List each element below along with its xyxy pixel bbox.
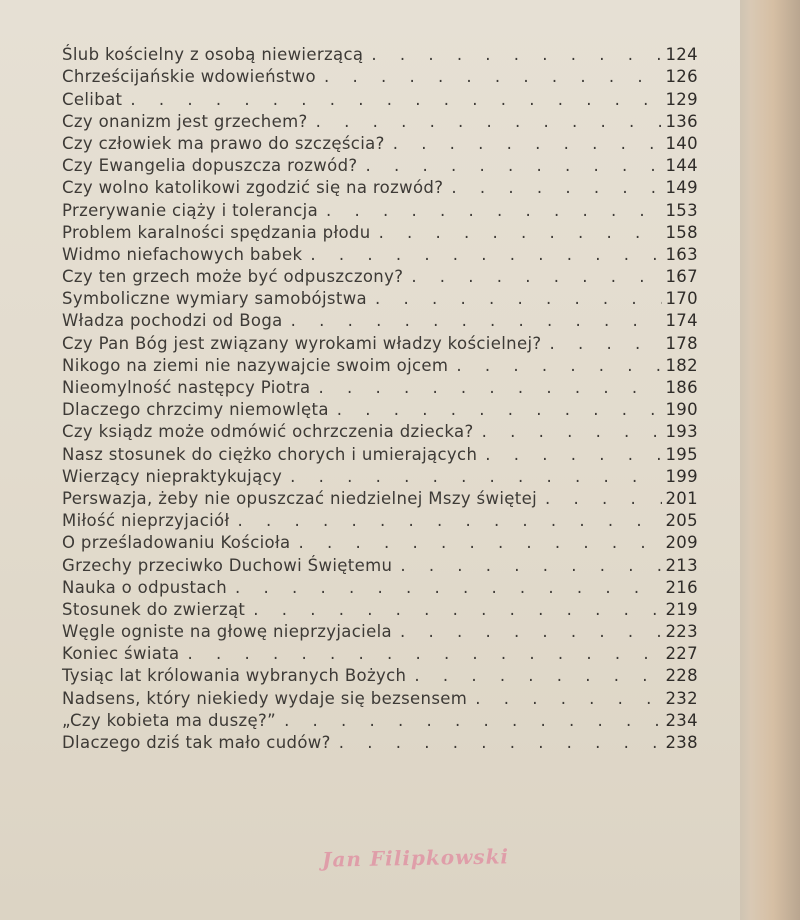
entry-page-number: 167 (665, 267, 698, 287)
leader-dots (474, 422, 662, 442)
entry-title: Koniec świata (62, 644, 180, 664)
entry-page-number: 140 (665, 133, 698, 153)
entry-page-number: 190 (665, 400, 698, 420)
leader-dots (329, 400, 662, 420)
toc-entry (62, 731, 698, 753)
leader-dots (302, 245, 662, 265)
entry-page-number: 209 (665, 533, 698, 553)
toc-entry (62, 110, 698, 132)
leader-dots (537, 489, 662, 509)
toc-entry (62, 331, 698, 353)
entry-page-number: 213 (665, 555, 698, 575)
page-edge (740, 0, 800, 920)
leader-dots (276, 711, 662, 731)
entry-title: Ślub kościelny z osobą niewierzącą (62, 45, 364, 65)
leader-dots (318, 201, 662, 221)
entry-page-number: 216 (665, 577, 698, 597)
leader-dots (477, 445, 662, 465)
entry-title: Celibat (62, 89, 123, 109)
entry-title: Czy ten grzech może być odpuszczony? (62, 267, 404, 287)
entry-title: Władza pochodzi od Boga (62, 311, 283, 331)
entry-page-number: 232 (665, 688, 698, 708)
toc-entry (62, 176, 698, 198)
entry-title: Węgle ogniste na głowę nieprzyjaciela (62, 622, 392, 642)
entry-page-number: 234 (665, 710, 698, 730)
leader-dots (392, 556, 662, 576)
leader-dots (230, 511, 662, 531)
entry-page-number: 219 (665, 599, 698, 619)
leader-dots (448, 356, 662, 376)
toc-entry (62, 198, 698, 220)
entry-page-number: 129 (665, 89, 698, 109)
entry-title: Stosunek do zwierząt (62, 599, 246, 619)
toc-entry (62, 709, 698, 731)
entry-page-number: 170 (665, 289, 698, 309)
leader-dots (180, 644, 662, 664)
leader-dots (467, 689, 662, 709)
entry-title: Dlaczego dziś tak mało cudów? (62, 733, 331, 752)
leader-dots (308, 112, 662, 132)
entry-title: Nadsens, który niekiedy wydaje się bezsensem (62, 688, 468, 708)
entry-page-number: 205 (665, 511, 698, 531)
leader-dots (392, 622, 662, 642)
toc-entry (62, 686, 698, 708)
entry-title: Czy wolno katolikowi zgodzić się na rozwód? (62, 178, 444, 198)
entry-title: Czy Pan Bóg jest związany wyrokami władzy kościelnej? (62, 333, 542, 353)
leader-dots (542, 334, 662, 354)
entry-page-number: 238 (665, 733, 698, 752)
toc-entry (62, 243, 698, 265)
entry-title: Nikogo na ziemi nie nazywajcie swoim ojcem (62, 355, 449, 375)
toc-entry (62, 576, 698, 598)
toc-entry (62, 154, 698, 176)
entry-page-number: 178 (665, 333, 698, 353)
entry-title: Grzechy przeciwko Duchowi Świętemu (62, 555, 393, 575)
toc-entry (62, 664, 698, 686)
toc-entry (62, 221, 698, 243)
entry-page-number: 153 (665, 200, 698, 220)
entry-title: Miłość nieprzyjaciół (62, 511, 230, 531)
leader-dots (331, 733, 662, 753)
entry-title: Widmo niefachowych babek (62, 244, 303, 264)
entry-page-number: 158 (665, 222, 698, 242)
entry-title: Wierzący niepraktykujący (62, 466, 283, 486)
entry-page-number: 227 (665, 644, 698, 664)
leader-dots (227, 578, 662, 598)
entry-page-number: 174 (665, 311, 698, 331)
entry-page-number: 195 (665, 444, 698, 464)
entry-page-number: 126 (665, 67, 698, 87)
toc-entry (62, 465, 698, 487)
toc-entry (62, 354, 698, 376)
toc-entry (62, 398, 698, 420)
leader-dots (443, 178, 662, 198)
entry-title: O prześladowaniu Kościoła (62, 533, 291, 553)
entry-page-number: 124 (665, 45, 698, 65)
toc-entry (62, 620, 698, 642)
leader-dots (358, 156, 662, 176)
leader-dots (283, 311, 662, 331)
entry-title: Dlaczego chrzcimy niemowlęta (62, 400, 329, 420)
entry-page-number: 193 (665, 422, 698, 442)
entry-title: Problem karalności spędzania płodu (62, 222, 371, 242)
leader-dots (385, 134, 662, 154)
toc-entry (62, 65, 698, 87)
toc-entry (62, 43, 698, 65)
leader-dots (403, 267, 662, 287)
entry-title: Czy onanizm jest grzechem? (62, 111, 308, 131)
entry-title: Czy ksiądz może odmówić ochrzczenia dziecka? (62, 422, 474, 442)
entry-page-number: 163 (665, 244, 698, 264)
leader-dots (291, 533, 662, 553)
toc-entry (62, 309, 698, 331)
leader-dots (406, 666, 662, 686)
toc-entry (62, 487, 698, 509)
entry-page-number: 223 (665, 622, 698, 642)
entry-title: Nauka o odpustach (62, 577, 228, 597)
entry-page-number: 228 (665, 666, 698, 686)
entry-title: Nasz stosunek do ciężko chorych i umierających (62, 444, 478, 464)
entry-page-number: 144 (665, 156, 698, 176)
leader-dots (363, 45, 662, 65)
entry-title: Tysiąc lat królowania wybranych Bożych (62, 666, 407, 686)
toc-entry (62, 442, 698, 464)
toc-entry (62, 642, 698, 664)
toc-entry (62, 531, 698, 553)
toc-entry (62, 509, 698, 531)
entry-title: Przerywanie ciąży i tolerancja (62, 200, 319, 220)
entry-page-number: 182 (665, 355, 698, 375)
owner-stamp: Jan Filipkowski (321, 844, 510, 872)
toc-entry (62, 553, 698, 575)
toc-entry (62, 265, 698, 287)
toc-entry (62, 87, 698, 109)
toc-entry (62, 132, 698, 154)
toc-entry (62, 420, 698, 442)
entry-page-number: 136 (665, 111, 698, 131)
entry-title: Perswazja, żeby nie opuszczać niedzielnej Mszy świętej (62, 488, 538, 508)
leader-dots (316, 67, 662, 87)
entry-title: Symboliczne wymiary samobójstwa (62, 289, 368, 309)
leader-dots (245, 600, 662, 620)
entry-page-number: 149 (665, 178, 698, 198)
toc-entry (62, 287, 698, 309)
entry-page-number: 186 (665, 378, 698, 397)
leader-dots (371, 223, 662, 243)
entry-title: Chrześcijańskie wdowieństwo (62, 67, 316, 87)
leader-dots (367, 289, 662, 309)
toc-entry (62, 376, 698, 398)
entry-page-number: 201 (665, 488, 698, 508)
leader-dots (122, 90, 662, 110)
entry-title: Czy człowiek ma prawo do szczęścia? (62, 133, 385, 153)
entry-title: Nieomylność następcy Piotra (62, 378, 311, 397)
entry-title: Czy Ewangelia dopuszcza rozwód? (62, 156, 358, 176)
entry-page-number: 199 (665, 466, 698, 486)
entry-title: „Czy kobieta ma duszę?” (62, 710, 277, 730)
table-of-contents (62, 43, 698, 753)
leader-dots (310, 378, 662, 398)
toc-entry (62, 598, 698, 620)
leader-dots (282, 467, 662, 487)
